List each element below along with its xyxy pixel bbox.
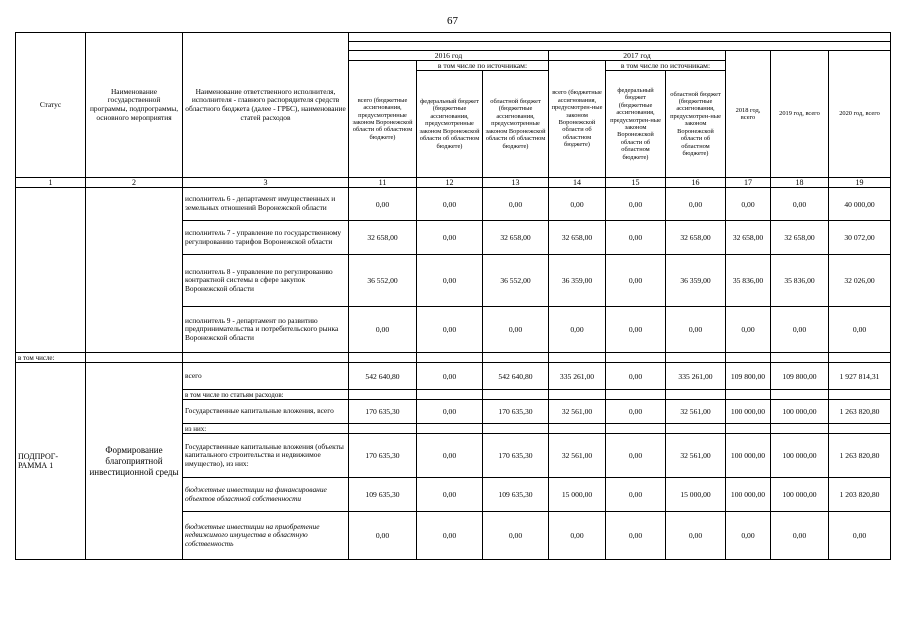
cell-value: 1 263 820,80 — [829, 400, 891, 424]
cell-value: 32 561,00 — [549, 400, 606, 424]
cell-value: 0,00 — [606, 363, 666, 390]
row-label: исполнитель 6 - департамент имущественных и земельных отношений Воронежской области — [183, 188, 349, 221]
cell-value: 0,00 — [829, 307, 891, 353]
cell-value: 0,00 — [417, 221, 483, 255]
empty-cell — [549, 424, 606, 434]
cell-value: 335 261,00 — [666, 363, 726, 390]
cell-value: 0,00 — [726, 188, 771, 221]
header-2020: 2020 год, всего — [829, 51, 891, 178]
header-2019: 2019 год, всего — [771, 51, 829, 178]
header-total-2016: всего (бюджетные ассигнования, предусмотренные законом Воронежской области об областном бюджете) — [349, 61, 417, 178]
empty-cell — [666, 424, 726, 434]
empty-cell — [483, 390, 549, 400]
cell-value: 0,00 — [349, 307, 417, 353]
row-label: Государственные капитальные вложения (объекты капитального строительства и недвижимое имущество), из них: — [183, 434, 349, 478]
col-num: 19 — [829, 178, 891, 188]
empty-cell — [726, 390, 771, 400]
empty-cell — [829, 390, 891, 400]
col-num: 12 — [417, 178, 483, 188]
empty-cell — [771, 353, 829, 363]
empty-cell — [549, 390, 606, 400]
row-label: исполнитель 8 - управление по регулированию контрактной системы в сфере закупок Воронежской области — [183, 255, 349, 307]
cell-value: 0,00 — [666, 188, 726, 221]
empty-cell — [349, 390, 417, 400]
cell-value: 0,00 — [606, 255, 666, 307]
cell-value: 0,00 — [417, 400, 483, 424]
row-label: бюджетные инвестиции на финансирование объектов областной собственности — [183, 478, 349, 512]
cell-value: 36 359,00 — [549, 255, 606, 307]
cell-value: 0,00 — [829, 512, 891, 560]
cell-value: 100 000,00 — [726, 478, 771, 512]
cell-value: 0,00 — [771, 512, 829, 560]
header-regional-2017: областной бюджет (бюджетные ассигнования, предусмотрен-ные законом Воронежской области об областном бюджете) — [666, 71, 726, 178]
cell-value: 32 561,00 — [666, 400, 726, 424]
cell-value: 15 000,00 — [666, 478, 726, 512]
cell-value: 0,00 — [606, 188, 666, 221]
header-top-row — [16, 33, 891, 42]
header-status: Статус — [16, 33, 86, 178]
col-num: 17 — [726, 178, 771, 188]
row-label: исполнитель 9 - департамент по развитию предпринимательства и потребительского рынка Воронежской области — [183, 307, 349, 353]
cell-value: 32 658,00 — [726, 221, 771, 255]
col-num: 14 — [549, 178, 606, 188]
cell-value: 170 635,30 — [349, 400, 417, 424]
col-num: 18 — [771, 178, 829, 188]
cell-value: 170 635,30 — [349, 434, 417, 478]
header-spacer — [349, 33, 891, 42]
header-2018: 2018 год, всего — [726, 51, 771, 178]
header-federal-2017: федеральный бюджет (бюджетные ассигнования, предусмотрен-ные законом Воронежской области об областном бюджете) — [606, 71, 666, 178]
column-number-row — [16, 178, 891, 188]
cell-value: 0,00 — [483, 188, 549, 221]
cell-value: 0,00 — [417, 307, 483, 353]
header-total-2017: всего (бюджетные ассигнования, предусмотрен-ные законом Воронежской области об областном бюджете) — [549, 61, 606, 178]
header-program: Наименование государственной программы, подпрограммы, основного мероприятия — [86, 33, 183, 178]
cell-value: 0,00 — [417, 363, 483, 390]
cell-value: 0,00 — [666, 512, 726, 560]
empty-cell — [86, 353, 183, 363]
cell-value: 109 800,00 — [771, 363, 829, 390]
col-num: 13 — [483, 178, 549, 188]
cell-value: 36 552,00 — [349, 255, 417, 307]
header-year-2017: 2017 год — [549, 51, 726, 61]
cell-value: 109 635,30 — [349, 478, 417, 512]
cell-value: 32 561,00 — [666, 434, 726, 478]
cell-value: 542 640,80 — [483, 363, 549, 390]
budget-table — [15, 32, 891, 560]
cell-value: 0,00 — [606, 434, 666, 478]
cell-value: 32 658,00 — [771, 221, 829, 255]
cell-value: 1 263 820,80 — [829, 434, 891, 478]
empty-cell — [606, 390, 666, 400]
empty-cell — [771, 390, 829, 400]
row-label: в том числе по статьям расходов: — [183, 390, 349, 400]
cell-value: 32 658,00 — [349, 221, 417, 255]
cell-value: 36 552,00 — [483, 255, 549, 307]
row-label: Государственные капитальные вложения, всего — [183, 400, 349, 424]
cell-value: 170 635,30 — [483, 400, 549, 424]
col-num: 3 — [183, 178, 349, 188]
cell-value: 0,00 — [606, 512, 666, 560]
empty-cell — [417, 424, 483, 434]
col-num: 16 — [666, 178, 726, 188]
col-num: 2 — [86, 178, 183, 188]
cell-value: 0,00 — [606, 307, 666, 353]
cell-value: 40 000,00 — [829, 188, 891, 221]
cell-value: 109 800,00 — [726, 363, 771, 390]
cell-value: 0,00 — [606, 478, 666, 512]
row-label: всего — [183, 363, 349, 390]
cell-value: 30 072,00 — [829, 221, 891, 255]
empty-cell — [417, 353, 483, 363]
empty-cell — [666, 353, 726, 363]
table-row — [16, 188, 891, 221]
cell-value: 0,00 — [771, 188, 829, 221]
cell-value: 32 026,00 — [829, 255, 891, 307]
cell-value: 0,00 — [606, 221, 666, 255]
header-sources-2016: в том числе по источникам: — [417, 61, 549, 71]
empty-cell — [726, 424, 771, 434]
empty-cell — [16, 188, 86, 353]
empty-cell — [349, 353, 417, 363]
cell-value: 35 836,00 — [726, 255, 771, 307]
cell-value: 15 000,00 — [549, 478, 606, 512]
cell-value: 100 000,00 — [726, 400, 771, 424]
header-spacer-2 — [349, 42, 891, 51]
empty-cell — [86, 188, 183, 353]
empty-cell — [771, 424, 829, 434]
cell-value: 170 635,30 — [483, 434, 549, 478]
header-federal-2016: федеральный бюджет (бюджетные ассигнования, предусмотренные законом Воронежской области об областном бюджете) — [417, 71, 483, 178]
cell-value: 32 658,00 — [549, 221, 606, 255]
cell-value: 100 000,00 — [726, 434, 771, 478]
col-num: 1 — [16, 178, 86, 188]
empty-cell — [726, 353, 771, 363]
cell-value: 0,00 — [606, 400, 666, 424]
cell-value: 0,00 — [417, 434, 483, 478]
cell-value: 109 635,30 — [483, 478, 549, 512]
subprogram-status: ПОДПРОГ-РАММА 1 — [16, 363, 86, 560]
cell-value: 32 658,00 — [666, 221, 726, 255]
cell-value: 32 658,00 — [483, 221, 549, 255]
cell-value: 100 000,00 — [771, 478, 829, 512]
cell-value: 0,00 — [549, 512, 606, 560]
cell-value: 0,00 — [349, 512, 417, 560]
empty-cell — [483, 353, 549, 363]
table-row — [16, 363, 891, 390]
empty-cell — [483, 424, 549, 434]
header-sources-2017: в том числе по источникам: — [606, 61, 726, 71]
cell-value: 0,00 — [417, 188, 483, 221]
empty-cell — [183, 353, 349, 363]
empty-cell — [417, 390, 483, 400]
cell-value: 0,00 — [726, 512, 771, 560]
empty-cell — [549, 353, 606, 363]
row-label: исполнитель 7 - управление по государственному регулированию тарифов Воронежской области — [183, 221, 349, 255]
cell-value: 0,00 — [483, 512, 549, 560]
cell-value: 32 561,00 — [549, 434, 606, 478]
page-number: 67 — [447, 15, 458, 27]
empty-cell — [606, 424, 666, 434]
header-regional-2016: областной бюджет (бюджетные ассигнования, предусмотренные законом Воронежской области об областном бюджете) — [483, 71, 549, 178]
cell-value: 1 203 820,80 — [829, 478, 891, 512]
col-num: 11 — [349, 178, 417, 188]
empty-cell — [606, 353, 666, 363]
cell-value: 0,00 — [417, 512, 483, 560]
empty-cell — [666, 390, 726, 400]
cell-value: 100 000,00 — [771, 400, 829, 424]
cell-value: 0,00 — [417, 478, 483, 512]
cell-value: 0,00 — [771, 307, 829, 353]
cell-value: 0,00 — [417, 255, 483, 307]
empty-cell — [829, 424, 891, 434]
cell-value: 35 836,00 — [771, 255, 829, 307]
empty-cell — [349, 424, 417, 434]
header-year-2016: 2016 год — [349, 51, 549, 61]
empty-cell — [829, 353, 891, 363]
cell-value: 0,00 — [549, 188, 606, 221]
col-num: 15 — [606, 178, 666, 188]
cell-value: 0,00 — [726, 307, 771, 353]
cell-value: 0,00 — [349, 188, 417, 221]
cell-value: 100 000,00 — [771, 434, 829, 478]
cell-value: 542 640,80 — [349, 363, 417, 390]
header-executor: Наименование ответственного исполнителя, исполнителя - главного распорядителя средств областного бюджета (далее - ГРБС), наименование статей расходов — [183, 33, 349, 178]
cell-value: 0,00 — [666, 307, 726, 353]
incl-label: в том числе: — [16, 353, 86, 363]
table-row — [16, 353, 891, 363]
cell-value: 36 359,00 — [666, 255, 726, 307]
cell-value: 0,00 — [483, 307, 549, 353]
row-label: из них: — [183, 424, 349, 434]
row-label: бюджетные инвестиции на приобретение недвижимого имущества в областную собственность — [183, 512, 349, 560]
cell-value: 0,00 — [549, 307, 606, 353]
cell-value: 1 927 814,31 — [829, 363, 891, 390]
cell-value: 335 261,00 — [549, 363, 606, 390]
subprogram-name: Формирование благоприятной инвестиционной среды — [86, 363, 183, 560]
